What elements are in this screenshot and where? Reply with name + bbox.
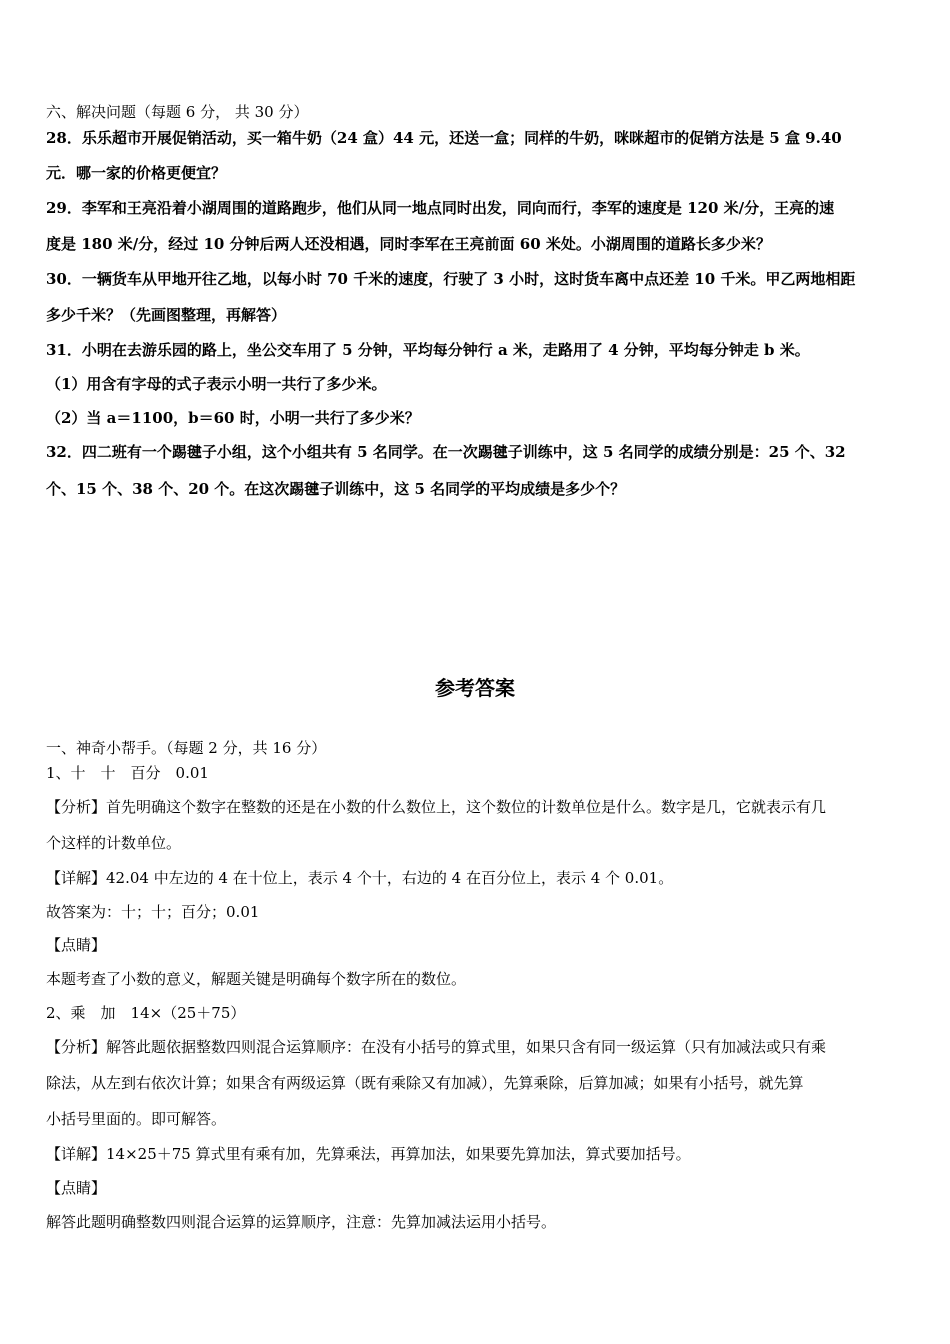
answers-section1-heading: 一、神奇小帮手。（每题 2 分，共 16 分）: [46, 739, 327, 757]
question-32-line1: 32．四二班有一个踢毽子小组，这个小组共有 5 名同学。在一次踢毽子训练中，这 5 名同学的成绩分别是：25 个、32: [46, 443, 846, 461]
question-30-line1: 30．一辆货车从甲地开往乙地，以每小时 70 千米的速度，行驶了 3 小时，这时货车离中点还差 10 千米。甲乙两地相距: [46, 270, 856, 288]
section6-heading: 六、解决问题（每题 6 分， 共 30 分）: [46, 103, 309, 121]
answer-2: 2、乘 加 14×（25＋75）: [46, 1004, 246, 1022]
answer-1-detail: 【详解】42.04 中左边的 4 在十位上，表示 4 个十，右边的 4 在百分位上，表示 4 个 0.01。: [46, 869, 674, 887]
answer-1-comment: 本题考查了小数的意义，解题关键是明确每个数字所在的数位。: [46, 970, 467, 988]
question-30-line2: 多少千米？（先画图整理，再解答）: [46, 306, 287, 324]
answer-2-analysis-line1: 【分析】解答此题依据整数四则混合运算顺序：在没有小括号的算式里，如果只含有同一级运算（只有加减法或只有乘: [46, 1038, 827, 1056]
answer-1: 1、十 十 百分 0.01: [46, 764, 209, 782]
answer-1-analysis-line2: 个这样的计数单位。: [46, 834, 182, 852]
answer-1-analysis-line1: 【分析】首先明确这个数字在整数的还是在小数的什么数位上，这个数位的计数单位是什么。数字是几，它就表示有几: [46, 798, 827, 816]
question-28-line1: 28．乐乐超市开展促销活动，买一箱牛奶（24 盒）44 元，还送一盒；同样的牛奶，咪咪超市的促销方法是 5 盒 9.40: [46, 129, 842, 147]
answer-2-detail: 【详解】14×25＋75 算式里有乘有加，先算乘法，再算加法，如果要先算加法，算式要加括号。: [46, 1145, 691, 1163]
answer-1-final: 故答案为：十；十；百分；0.01: [46, 903, 260, 921]
answer-2-comment: 解答此题明确整数四则混合运算的运算顺序，注意：先算加减法运用小括号。: [46, 1213, 557, 1231]
question-28-line2: 元．哪一家的价格更便宜？: [46, 164, 227, 182]
question-31-line1: 31．小明在去游乐园的路上，坐公交车用了 5 分钟，平均每分钟行 a 米，走路用了 4 分钟，平均每分钟走 b 米。: [46, 341, 810, 359]
question-31-part2: （2）当 a＝1100，b＝60 时，小明一共行了多少米？: [46, 409, 420, 427]
answer-1-comment-label: 【点睛】: [46, 936, 107, 954]
answer-2-analysis-line3: 小括号里面的。即可解答。: [46, 1110, 227, 1128]
question-32-line2: 个、15 个、38 个、20 个。在这次踢毽子训练中，这 5 名同学的平均成绩是多少个？: [46, 480, 626, 498]
answer-2-analysis-line2: 除法，从左到右依次计算；如果含有两级运算（既有乘除又有加减），先算乘除，后算加减；如果有小括号，就先算: [46, 1074, 804, 1092]
question-29-line2: 度是 180 米/分，经过 10 分钟后两人还没相遇，同时李军在王亮前面 60 米处。小湖周围的道路长多少米？: [46, 235, 771, 253]
answers-title: 参考答案: [435, 676, 515, 700]
question-31-part1: （1）用含有字母的式子表示小明一共行了多少米。: [46, 375, 387, 393]
answer-2-comment-label: 【点睛】: [46, 1179, 107, 1197]
question-29-line1: 29．李军和王亮沿着小湖周围的道路跑步，他们从同一地点同时出发，同向而行，李军的速度是 120 米/分，王亮的速: [46, 199, 835, 217]
